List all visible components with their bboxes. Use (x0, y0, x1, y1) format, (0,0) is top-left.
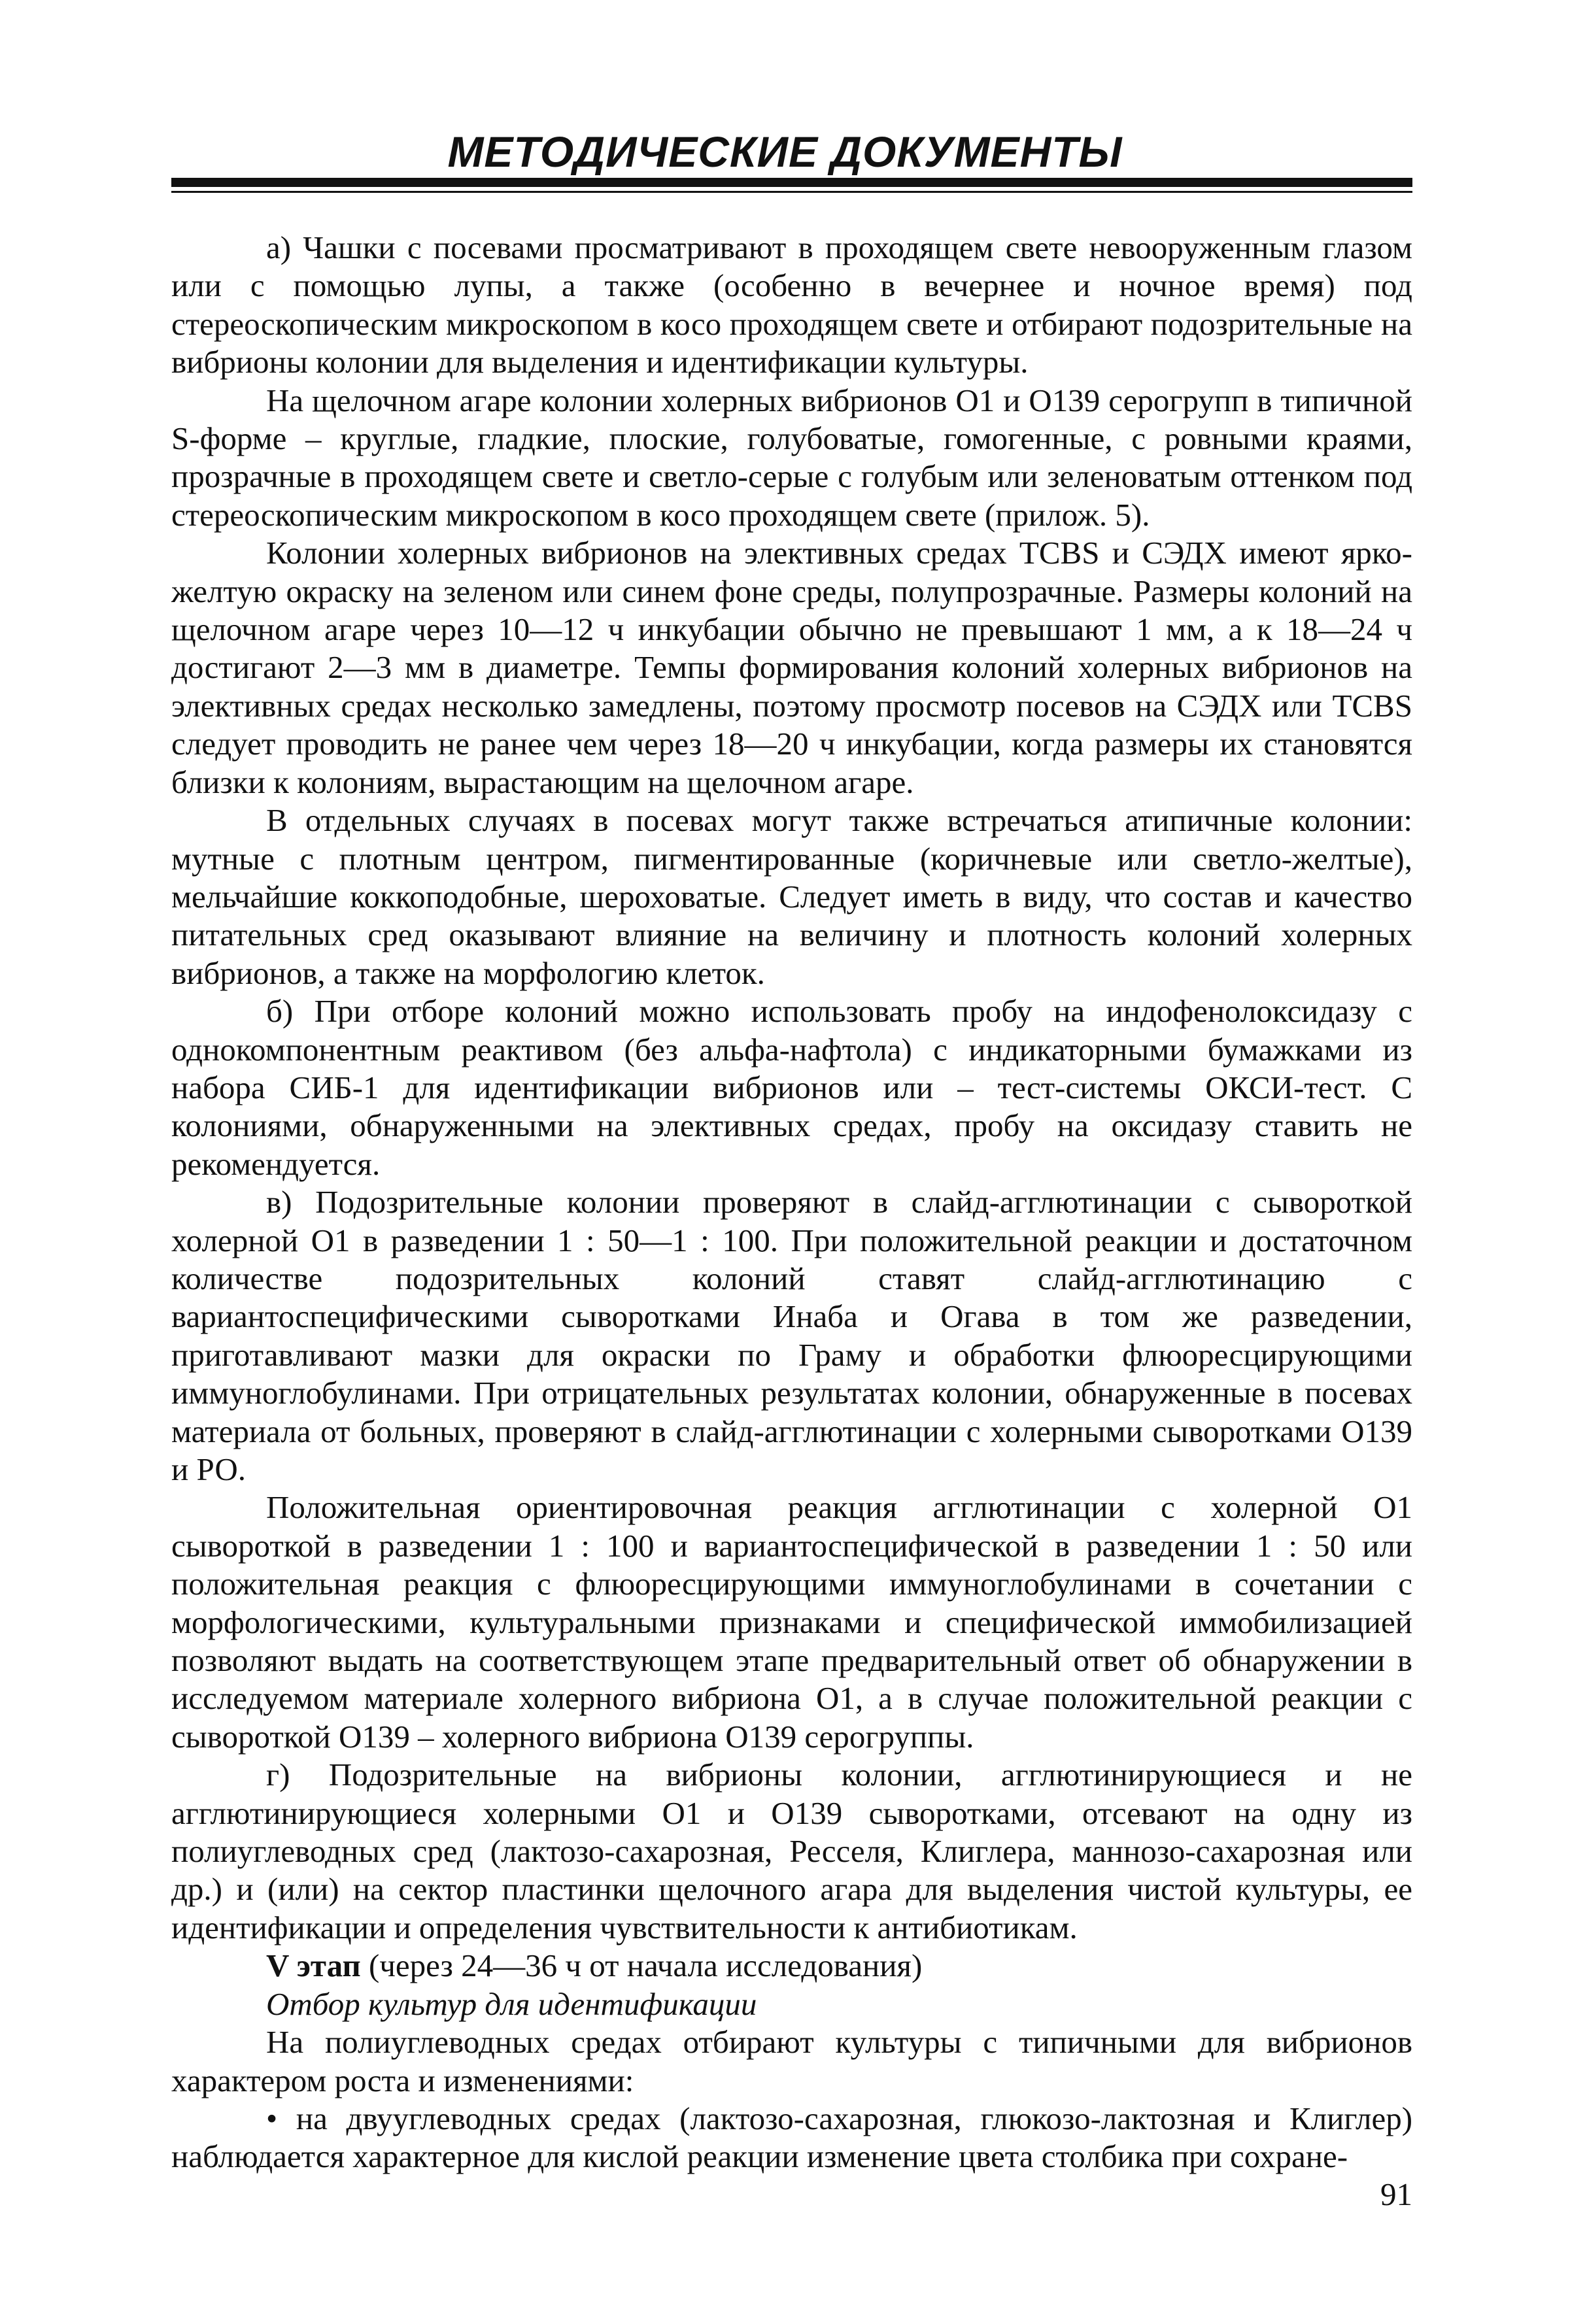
stage-label: V этап (266, 1947, 361, 1984)
bullet-item (171, 2100, 1412, 2176)
paragraph-g: г) Подозрительные на вибрионы колонии, агглютинирующиеся и не агглютинирующиеся холерными О1 и О139 сыворотками, отсевают на одну из полиуглеводных сред (лактозо-сахарозная, Ресселя, Клиглера, маннозо-сахарозная или др.) и (или) на сектор пластинки щелочного агара для выделения чистой культуры, ее идентификации и определения чувствительности к антибиотикам. (171, 1757, 1412, 1945)
paragraph-atypical: В отдельных случаях в посевах могут также встречаться атипичные колонии: мутные с плотным центром, пигментированные (коричневые или светло-желтые), мельчайшие коккоподобные, шероховатые. Следует иметь в виду, что состав и качество питательных сред оказывают влияние на величину и плотность колоний холерных вибрионов, а также на морфологию клеток. (171, 802, 1412, 991)
header-rule-thick (171, 178, 1412, 187)
paragraph-colonies-alkaline: На щелочном агаре колонии холерных вибрионов О1 и О139 серогрупп в типичной S-форме – круглые, гладкие, плоские, голубоватые, гомогенные, с ровными краями, прозрачные в проходящем свете и светло-серые с голубым или зеленоватым оттенком под стереоскопическим микроскопом в косо проходящем свете (прилож. 5). (171, 382, 1412, 533)
paragraph-a: а) Чашки с посевами просматривают в проходящем свете невооруженным глазом или с помощью лупы, а также (особенно в вечернее и ночное время) под стереоскопическим микроскопом в косо проходящем свете и отбирают подозрительные на вибрионы колонии для выделения и идентификации культуры. (171, 229, 1412, 380)
paragraph-positive-reaction: Положительная ориентировочная реакция агглютинации с холерной О1 сывороткой в разведении 1 : 100 и вариантоспецифической в разведении 1 : 50 или положительная реакция с флюоресцирующими иммуноглобулинами в сочетании с морфологическими, культуральными признаками и специфической иммобилизацией позволяют выдать на соответствующем этапе предварительный ответ об обнаружении в исследуемом материале холерного вибриона О1, а в случае положительной реакции с сывороткой О139 – холерного вибриона О139 серогруппы. (171, 1489, 1412, 1755)
document-body (171, 229, 1412, 2176)
page-number: 91 (1380, 2176, 1412, 2212)
paragraph-polycarb: На полиуглеводных средах отбирают культуры с типичными для вибрионов характером роста и изменениями: (171, 2024, 1412, 2098)
paragraph-colonies-elective: Колонии холерных вибрионов на элективных средах TCBS и СЭДХ имеют ярко-желтую окраску на зеленом или синем фоне среды, полупрозрачные. Размеры колоний на щелочном агаре через 10—12 ч инкубации обычно не превышают 1 мм, а к 18—24 ч достигают 2—3 мм в диаметре. Темпы формирования колоний холерных вибрионов на элективных средах несколько замедлены, поэтому просмотр посевов на СЭДХ или TCBS следует проводить не ранее чем через 18—20 ч инкубации, когда размеры их становятся близки к колониям, вырастающим на щелочном агаре. (171, 535, 1412, 800)
subheading: Отбор культур для идентификации (266, 1985, 757, 2022)
bullet-marker: • (266, 2100, 278, 2136)
header-rule-thin (171, 191, 1412, 193)
paragraph-v: в) Подозрительные колонии проверяют в слайд-агглютинации с сывороткой холерной О1 в разведении 1 : 50—1 : 100. При положительной реакции и достаточном количестве подозрительных колоний ставят слайд-агглютинацию с вариантоспецифическими сыворотками Инаба и Огава в том же разведении, приготавливают мазки для окраски по Граму и обработки флюоресцирующими иммуноглобулинами. При отрицательных результатах колонии, обнаруженные в посевах материала от больных, проверяют в слайд-агглютинации с холерными сыворотками О139 и РО. (171, 1184, 1412, 1487)
stage-time: (через 24—36 ч от начала исследования) (360, 1947, 923, 1984)
paragraph-b: б) При отборе колоний можно использовать пробу на индофенолоксидазу с однокомпонентным реактивом (без альфа-нафтола) с индикаторными бумажками из набора СИБ-1 для идентификации вибрионов или – тест-системы ОКСИ-тест. С колониями, обнаруженными на элективных средах, пробу на оксидазу ставить не рекомендуется. (171, 993, 1412, 1182)
stage-heading (171, 1947, 1412, 1985)
page-header-title: МЕТОДИЧЕСКИЕ ДОКУМЕНТЫ (447, 127, 1123, 176)
bullet-text: на двууглеводных средах (лактозо-сахарозная, глюкозо-лактозная и Клиглер) наблюдается характерное для кислой реакции изменение цвета столбика при сохране- (171, 2100, 1413, 2175)
